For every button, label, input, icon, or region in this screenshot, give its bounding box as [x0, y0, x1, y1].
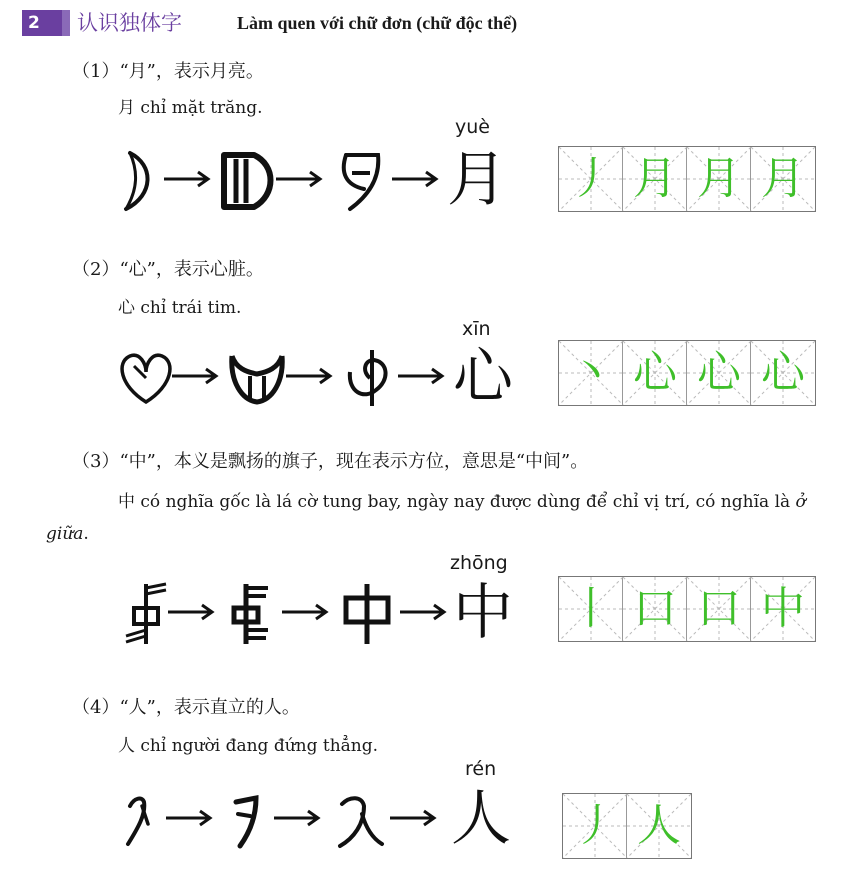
- item-4-stroke-grid: [562, 793, 692, 859]
- stroke-cell: 中: [751, 577, 815, 641]
- item-4-evolution: [112, 784, 532, 854]
- arrow-icon: [284, 364, 334, 388]
- modern-character-zhong: 中: [453, 578, 513, 648]
- arrow-icon: [280, 600, 330, 624]
- item-2-evolution: [112, 342, 532, 412]
- stroke-cell: 心: [623, 341, 687, 405]
- arrow-icon: [170, 364, 220, 388]
- stroke-cell: 丶: [559, 341, 623, 405]
- item-4-description: 人 chỉ người đang đứng thẳng.: [118, 736, 379, 756]
- item-4-heading: （4）“人”，表示直立的人。: [72, 697, 300, 718]
- item-4-pinyin: rén: [465, 758, 497, 780]
- item-2-description: 心 chỉ trái tim.: [118, 298, 242, 318]
- section-title-chinese: 认识独体字: [77, 11, 182, 35]
- item-2-stroke-grid: [558, 340, 816, 406]
- stroke-cell: 月: [687, 147, 751, 211]
- item-3-description: 中 có nghĩa gốc là lá cờ tung bay, ngày nay được dùng để chỉ vị trí, có nghĩa là ở giữa.: [46, 492, 806, 544]
- stroke-cell: 丿: [563, 794, 627, 858]
- section-header: [22, 8, 822, 38]
- item-1-pinyin: yuè: [455, 116, 490, 138]
- arrow-icon: [388, 806, 438, 830]
- ancient-person-glyph-3: [324, 784, 394, 854]
- stroke-cell: 月: [751, 147, 815, 211]
- ancient-moon-glyph-3: [326, 145, 396, 215]
- ancient-heart-glyph-2: [222, 342, 292, 412]
- section-number-badge: 2: [22, 10, 62, 36]
- stroke-cell: 口: [623, 577, 687, 641]
- arrow-icon: [274, 167, 324, 191]
- arrow-icon: [398, 600, 448, 624]
- stroke-cell: 月: [623, 147, 687, 211]
- ancient-flag-glyph-2: [216, 578, 286, 648]
- item-1-description: 月 chỉ mặt trăng.: [118, 98, 263, 118]
- modern-character-yue: 月: [447, 145, 507, 215]
- stroke-cell: 人: [627, 794, 691, 858]
- arrow-icon: [390, 167, 440, 191]
- stroke-cell: 丿: [559, 147, 623, 211]
- section-title-vietnamese: Làm quen với chữ đơn (chữ độc thể): [237, 13, 518, 33]
- ancient-flag-glyph-3: [334, 578, 404, 648]
- modern-character-ren: 人: [451, 784, 511, 854]
- stroke-cell: 丨: [559, 577, 623, 641]
- stroke-cell: 口: [687, 577, 751, 641]
- badge-accent: [62, 10, 70, 36]
- item-1-stroke-grid: [558, 146, 816, 212]
- item-2-heading: （2）“心”，表示心脏。: [72, 259, 264, 280]
- item-1-heading: （1）“月”，表示月亮。: [72, 61, 264, 82]
- item-2-pinyin: xīn: [462, 318, 491, 340]
- item-3-heading: （3）“中”，本义是飘扬的旗子，现在表示方位，意思是“中间”。: [72, 451, 589, 472]
- stroke-cell: 心: [687, 341, 751, 405]
- arrow-icon: [166, 600, 216, 624]
- stroke-cell: 心: [751, 341, 815, 405]
- item-3-evolution: [112, 578, 532, 648]
- arrow-icon: [164, 806, 214, 830]
- arrow-icon: [396, 364, 446, 388]
- arrow-icon: [162, 167, 212, 191]
- modern-character-xin: 心: [453, 342, 513, 412]
- item-3-pinyin: zhōng: [450, 552, 508, 574]
- item-3-stroke-grid: [558, 576, 816, 642]
- item-1-evolution: [112, 145, 532, 215]
- arrow-icon: [272, 806, 322, 830]
